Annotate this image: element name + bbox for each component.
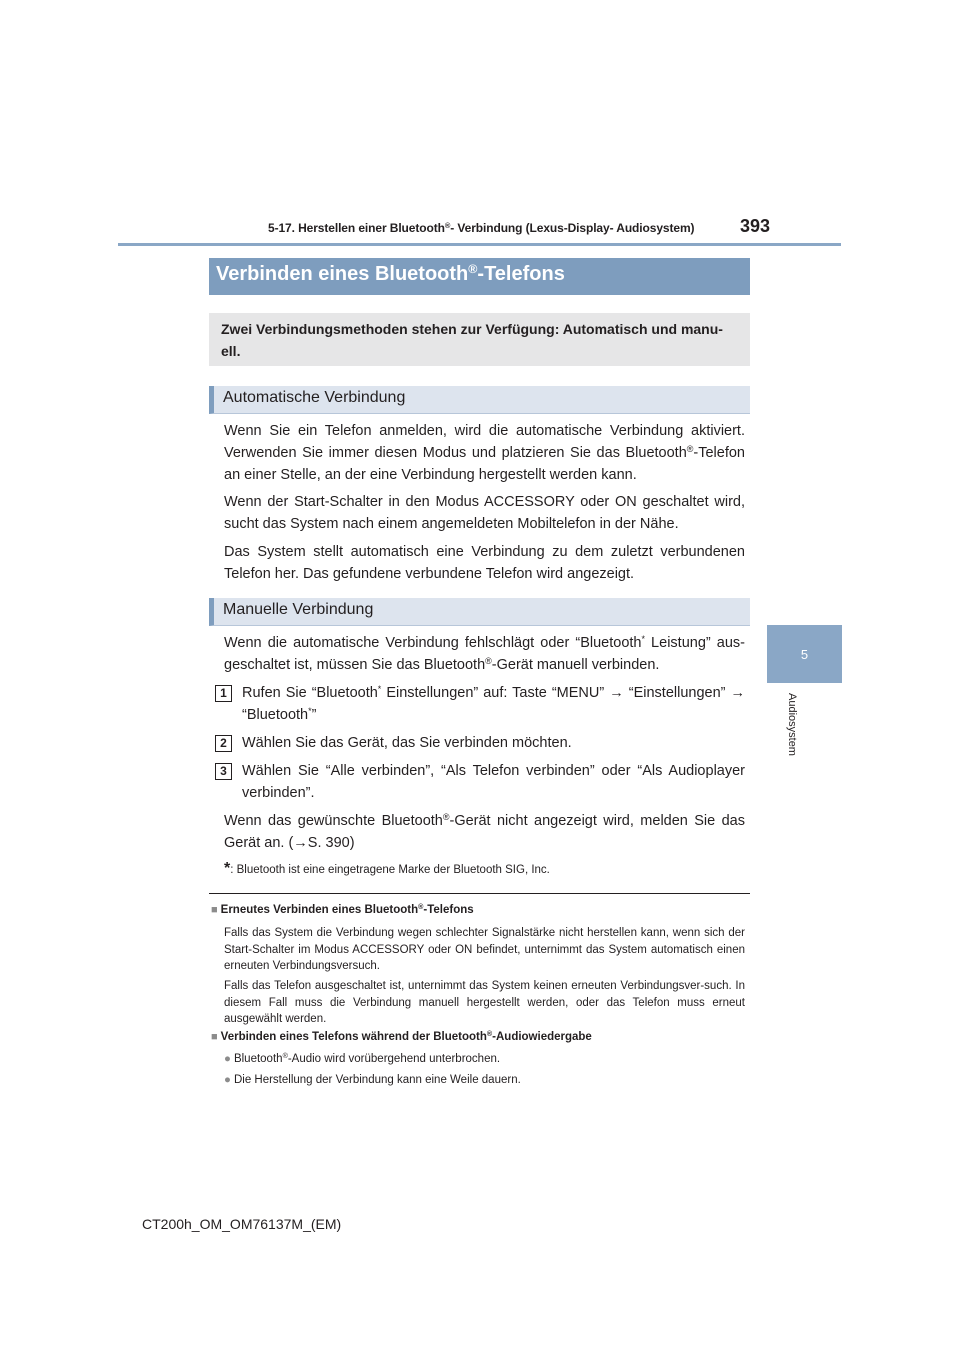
chapter-number: 5: [800, 646, 809, 662]
auto-paragraph-3: Das System stellt automatisch eine Verbindung zu dem zuletzt verbundenen Telefon her. Das gefundene verbundene Telefon wird angezeigt.: [224, 544, 745, 582]
manual-paragraph-1: Wenn die automatische Verbindung fehlschlägt oder “Bluetooth* Leistung” aus-geschaltet ist, müssen Sie das Bluetooth®-Gerät manuell verbinden.: [224, 634, 745, 673]
dot-bullet-icon: ●: [224, 1074, 231, 1086]
header-rule: [118, 243, 841, 246]
footnote: *: Bluetooth ist eine eingetragene Marke der Bluetooth SIG, Inc.: [224, 860, 550, 877]
chapter-tab: [767, 625, 842, 683]
page-number: 393: [740, 216, 771, 236]
notes-divider: [209, 893, 750, 894]
note-2-bullet-2: ● Die Herstellung der Verbindung kann eine Weile dauern.: [224, 1074, 521, 1086]
subheading-automatic: Automatische Verbindung: [209, 386, 750, 414]
note-heading-2: ■ Verbinden eines Telefons während der Bluetooth®-Audiowiedergabe: [211, 1030, 592, 1043]
step-number-1: 1: [215, 685, 232, 702]
step-text-2: Wählen Sie das Gerät, das Sie verbinden möchten.: [242, 735, 572, 751]
auto-paragraph-1: Wenn Sie ein Telefon anmelden, wird die automatische Verbindung aktiviert. Verwenden Sie immer diesen Modus und platzieren Sie das Bluetooth®-Telefon an einer Stelle, an der eine Verbindung hergestellt werden kann.: [224, 423, 745, 483]
manual-paragraph-2: Wenn das gewünschte Bluetooth®-Gerät nicht angezeigt wird, melden Sie das Gerät an. (→S. 390): [224, 812, 745, 851]
square-bullet-icon: ■: [211, 904, 218, 916]
note-1-paragraph-2: Falls das Telefon ausgeschaltet ist, unternimmt das System keinen erneuten Verbindungsver-such. In diesem Fall muss die Verbindung manuell hergestellt werden, oder das Telefon muss erneut ausgewählt werden.: [224, 980, 745, 1025]
section-title: Verbinden eines Bluetooth®-Telefons: [209, 258, 750, 295]
note-heading-1: ■ Erneutes Verbinden eines Bluetooth®-Telefons: [211, 903, 474, 916]
note-1-paragraph-1: Falls das System die Verbindung wegen schlechter Signalstärke nicht herstellen kann, wenn sich der Start-Schalter im Modus ACCESSORY oder ON befindet, unternimmt das System automatisch einen erneuten Verbindungsversuch.: [224, 927, 745, 972]
step-text-3: Wählen Sie “Alle verbinden”, “Als Telefon verbinden” oder “Als Audioplayer verbinden”.: [242, 763, 745, 801]
step-number-2: 2: [215, 735, 232, 752]
chapter-label: Audiosystem: [786, 693, 798, 756]
step-text-1: Rufen Sie “Bluetooth* Einstellungen” auf: Taste “MENU” → “Einstellungen” → “Bluetooth*”: [242, 684, 745, 723]
subheading-manual: Manuelle Verbindung: [209, 598, 750, 626]
dot-bullet-icon: ●: [224, 1053, 231, 1065]
intro-box: Zwei Verbindungsmethoden stehen zur Verfügung: Automatisch und manu-ell.: [209, 313, 750, 366]
step-number-3: 3: [215, 763, 232, 780]
auto-paragraph-2: Wenn der Start-Schalter in den Modus ACCESSORY oder ON geschaltet wird, sucht das System nach einem angemeldeten Mobiltelefon in der Nähe.: [224, 494, 745, 532]
running-header: 5-17. Herstellen einer Bluetooth®- Verbindung (Lexus-Display- Audiosystem): [268, 220, 695, 235]
document-code: CT200h_OM_OM76137M_(EM): [142, 1216, 342, 1232]
note-2-bullet-1: ● Bluetooth®-Audio wird vorübergehend unterbrochen.: [224, 1052, 501, 1065]
square-bullet-icon: ■: [211, 1031, 218, 1043]
